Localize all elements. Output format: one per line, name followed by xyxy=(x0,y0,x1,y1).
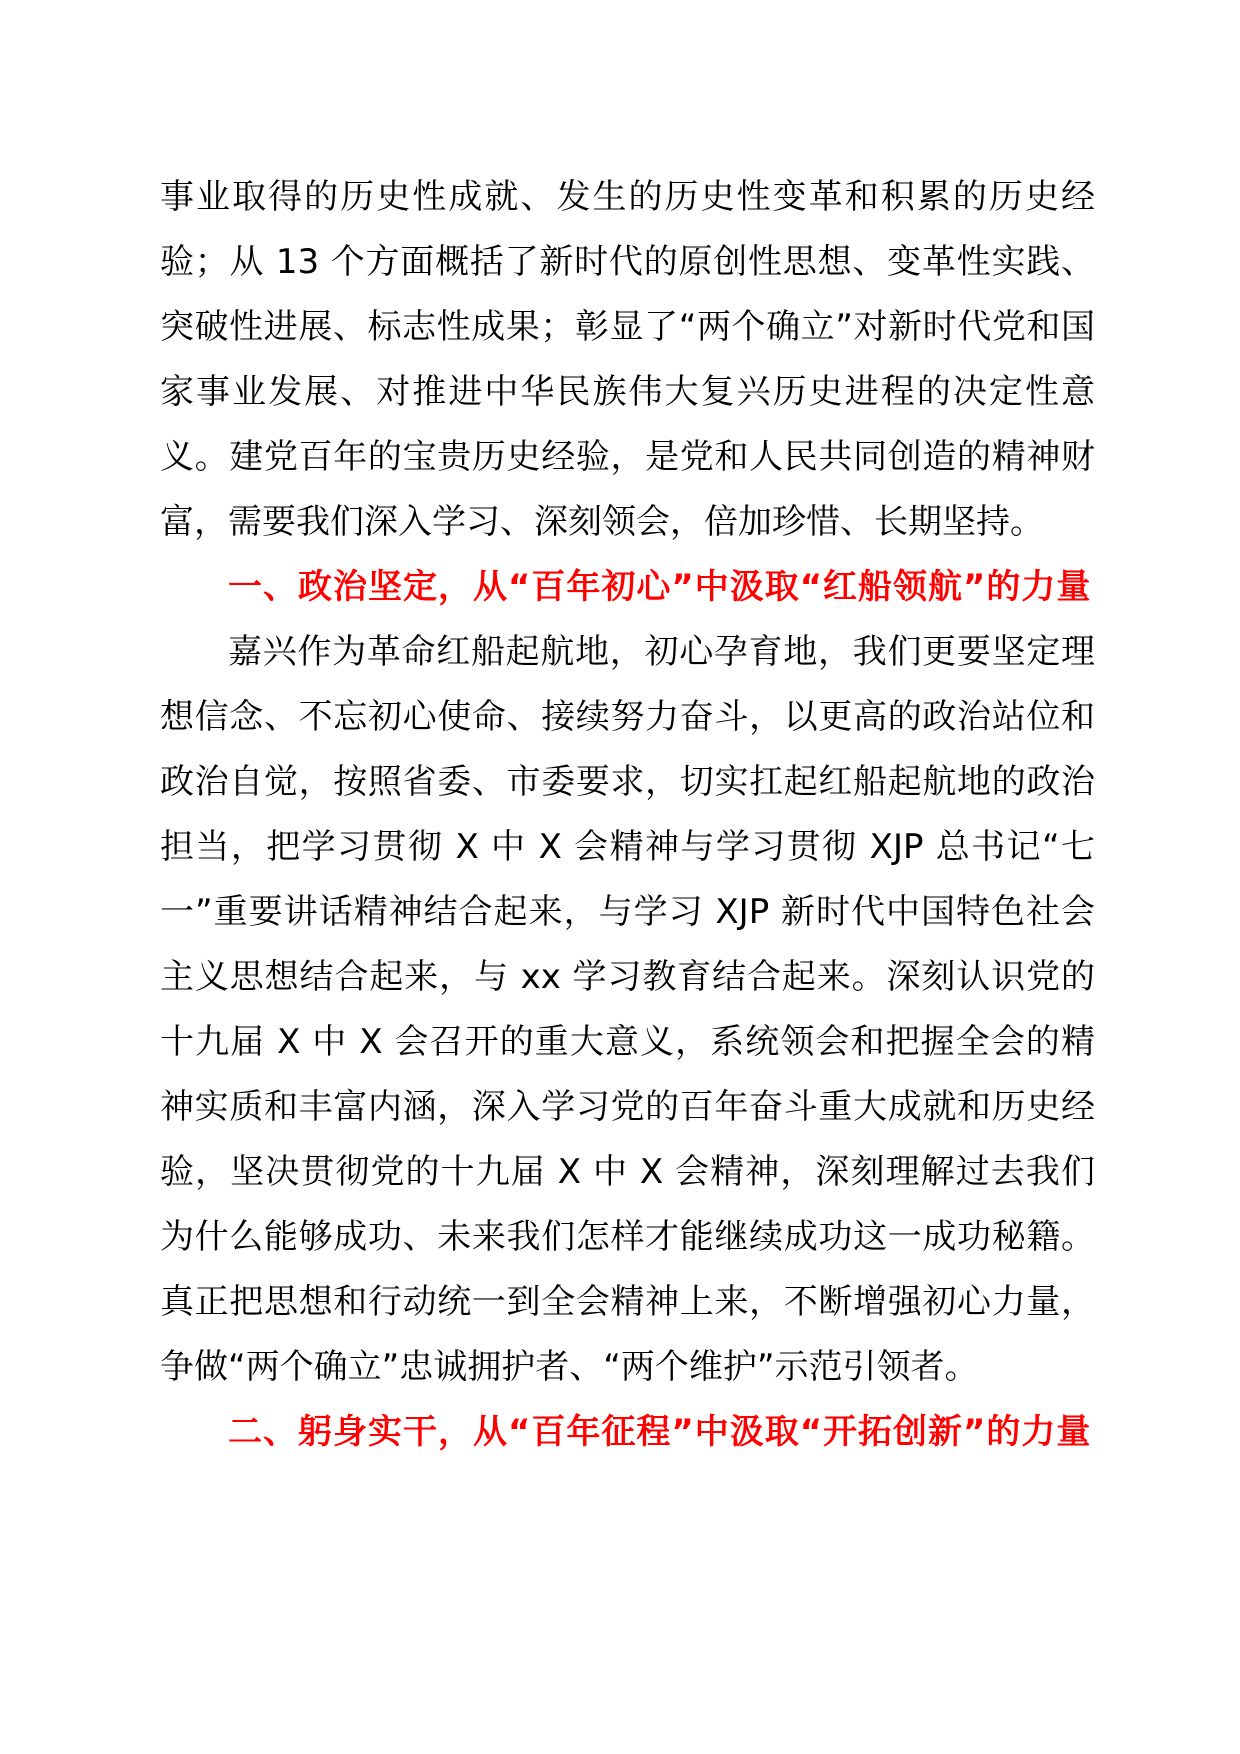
body-paragraph-1: 事业取得的历史性成就、发生的历史性变革和积累的历史经验；从 13 个方面概括了新时代的原创性思想、变革性实践、突破性进展、标志性成果；彰显了“两个确立”对新时代党和国家事业发展、对推进中华民族伟大复兴历史进程的决定性意义。建党百年的宝贵历史经验，是党和人民共同创造的精神财富，需要我们深入学习、深刻领会，倍加珍惜、长期坚持。 xyxy=(160,177,1095,542)
section-heading-1: 一、政治坚定，从“百年初心”中汲取“红船领航”的力量 xyxy=(228,567,1092,607)
document-page xyxy=(160,165,1095,1465)
section-heading-2: 二、躬身实干，从“百年征程”中汲取“开拓创新”的力量 xyxy=(228,1412,1092,1452)
body-paragraph-2: 嘉兴作为革命红船起航地，初心孕育地，我们更要坚定理想信念、不忘初心使命、接续努力奋斗，以更高的政治站位和政治自觉，按照省委、市委要求，切实扛起红船起航地的政治担当，把学习贯彻 X 中 X 会精神与学习贯彻 XJP 总书记“七一”重要讲话精神结合起来，与学习 XJP 新时代中国特色社会主义思想结合起来，与 xx 学习教育结合起来。深刻认识党的十九届 X 中 X 会召开的重大意义，系统领会和把握全会的精神实质和丰富内涵，深入学习党的百年奋斗重大成就和历史经验，坚决贯彻党的十九届 X 中 X 会精神，深刻理解过去我们为什么能够成功、未来我们怎样才能继续成功这一成功秘籍。真正把思想和行动统一到全会精神上来，不断增强初心力量，争做“两个确立”忠诚拥护者、“两个维护”示范引领者。 xyxy=(160,632,1095,1387)
